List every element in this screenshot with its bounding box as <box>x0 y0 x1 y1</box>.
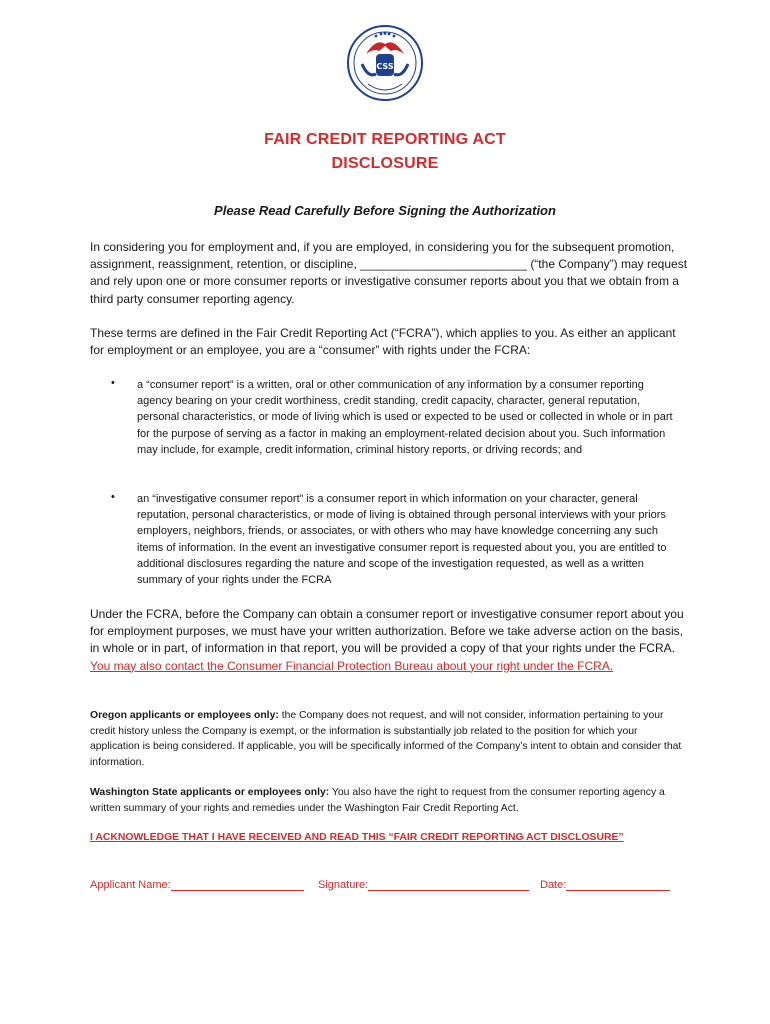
signature-line[interactable] <box>368 878 529 891</box>
applicant-name-field[interactable] <box>90 878 304 891</box>
oregon-notice <box>90 708 690 770</box>
bullet-marker: • <box>111 377 115 389</box>
document-title-line1: FAIR CREDIT REPORTING ACT <box>264 131 506 148</box>
subtitle: Please Read Carefully Before Signing the Authorization <box>214 203 556 218</box>
oregon-label: Oregon applicants or employees only: <box>90 710 279 721</box>
authorization-text: Under the FCRA, before the Company can obtain a consumer report or investigative consumer report about you for employment purposes, we must have your written authorization. Before we take adverse action on the basis, in whole or in part, of information in that report, you will be provided a copy of that your rights under the FCRA. <box>90 607 684 656</box>
date-label: Date: <box>540 879 567 891</box>
washington-notice <box>90 785 690 816</box>
definitions-paragraph: These terms are defined in the Fair Credit Reporting Act (“FCRA”), which applies to you. As either an applicant for employment or an employee, you are a “consumer” with rights under the FCRA: <box>90 326 676 358</box>
date-line[interactable] <box>566 878 670 891</box>
oregon-text: the Company does not request, and will not consider, information pertaining to your credit history unless the Company is exempt, or the information is substantially job related to the position for which your application is being considered. If applicable, you will be specifically informed of the Company’s intent to obtain and consider that information. <box>90 710 682 768</box>
bullet-investigative-report: an “investigative consumer report” is a consumer report in which information on your character, general reputation, personal characteristics, or mode of living is obtained through personal interviews with your priors employers, neighbors, friends, or associates, or with others who may have knowledge concerning any such items of information. In the event an investigative consumer report is requested about you, you are entitled to additional disclosures regarding the nature and scope of the investigation requested, as well as a written summary of your rights under the FCRA <box>137 493 667 587</box>
bullet-marker: • <box>111 491 115 503</box>
washington-text: You also have the right to request from the consumer reporting agency a written summary of your rights and remedies under the Washington Fair Credit Reporting Act. <box>90 787 665 814</box>
intro-paragraph: In considering you for employment and, if you are employed, in considering you for the subsequent promotion, assignment, reassignment, retention, or discipline, _________________________ (“the Company”) may request and rely upon one or more consumer reports or investigative consumer reports about you that we obtain from a third party consumer reporting agency. <box>90 240 688 306</box>
applicant-name-label: Applicant Name: <box>90 879 171 891</box>
authorization-paragraph <box>90 606 690 675</box>
washington-label: Washington State applicants or employees only: <box>90 787 330 798</box>
signature-block <box>90 878 675 892</box>
acknowledgment-statement: I ACKNOWLEDGE THAT I HAVE RECEIVED AND READ THIS “FAIR CREDIT REPORTING ACT DISCLOSURE” <box>90 832 624 843</box>
svg-text:CSS: CSS <box>376 62 394 71</box>
signature-label: Signature: <box>318 879 369 891</box>
bullet-consumer-report: a “consumer report” is a written, oral or other communication of any information by a consumer reporting agency bearing on your credit worthiness, credit standing, credit capacity, character, general reputation, personal characteristics, or mode of living which is used or expected to be used or collected in whole or in part for the purpose of serving as a factor in making an employment-related decision about you. Such information may include, for example, credit information, criminal history reports, or driving records; and <box>137 379 673 456</box>
date-field[interactable] <box>540 878 670 891</box>
cfpb-link[interactable]: You may also contact the Consumer Financial Protection Bureau about your right under the FCRA. <box>90 658 614 673</box>
applicant-name-line[interactable] <box>171 878 304 891</box>
document-title-line2: DISCLOSURE <box>331 155 439 172</box>
signature-field[interactable] <box>318 878 529 891</box>
company-seal-logo <box>346 24 424 102</box>
